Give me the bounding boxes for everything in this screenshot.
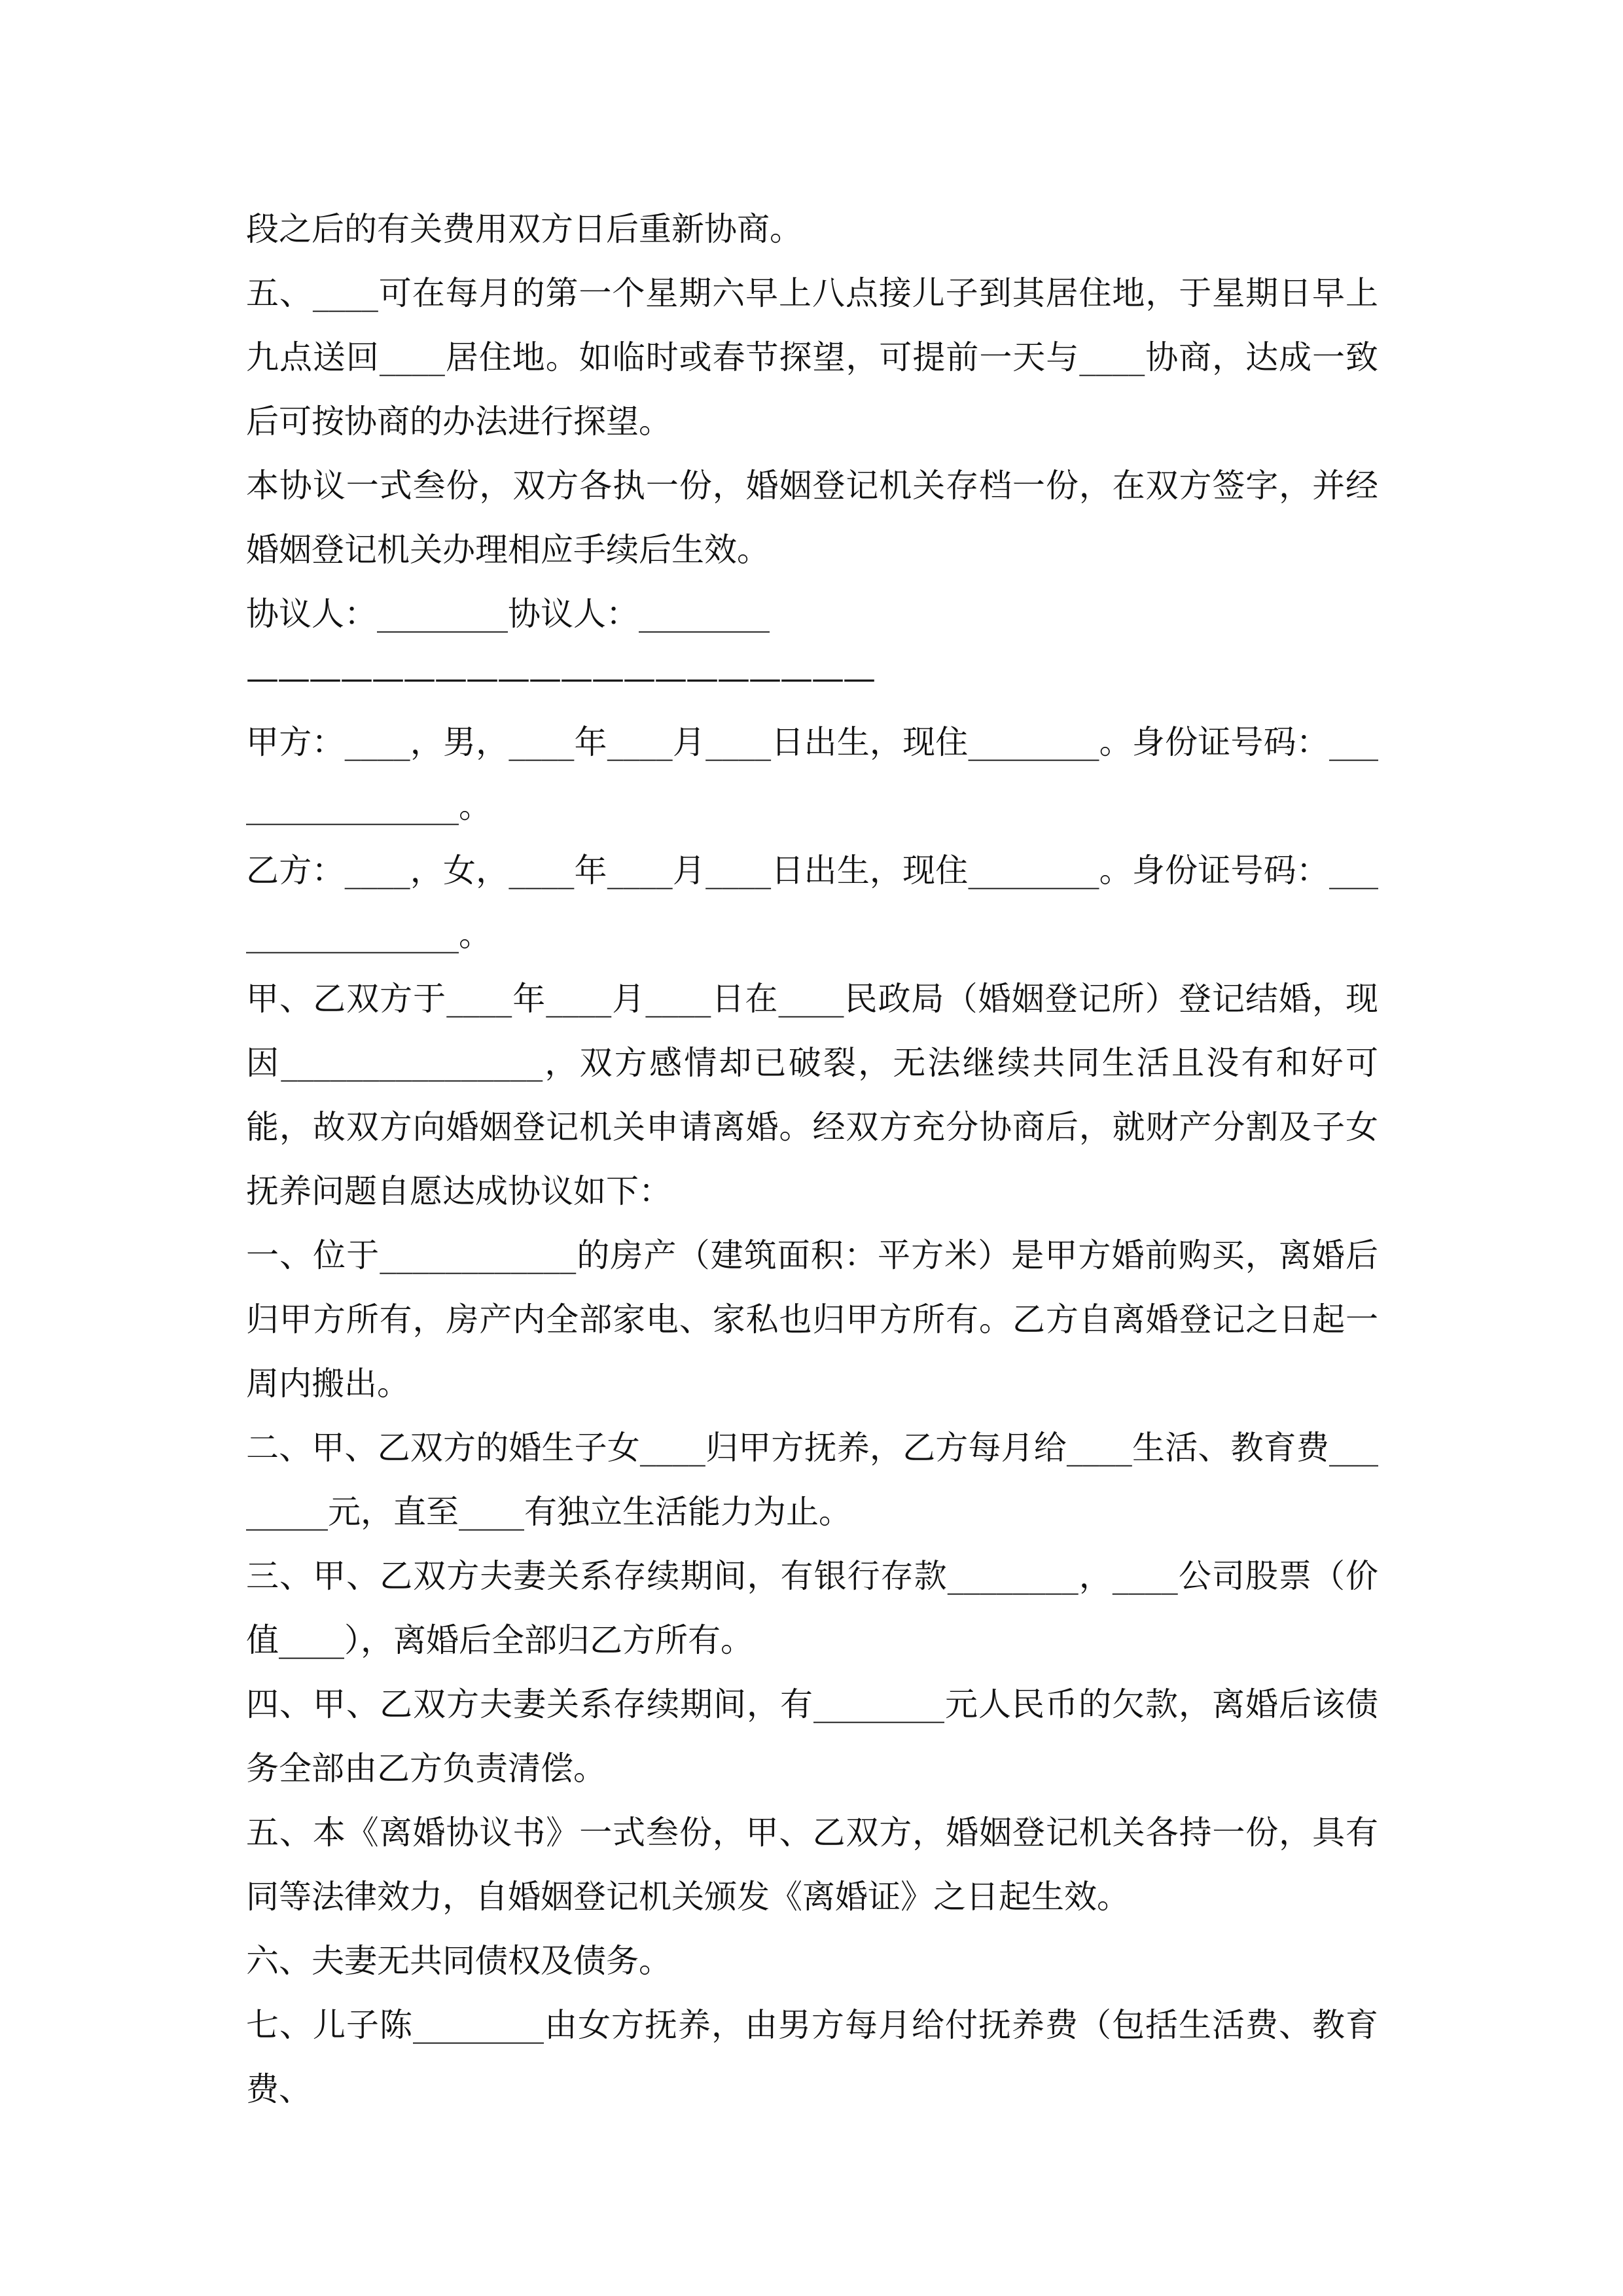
clause-3-savings: 三、甲、乙双方夫妻关系存续期间，有银行存款________，____公司股票（价值____），离婚后全部归乙方所有。 <box>246 1557 1378 1659</box>
separator-line: ———————————————————— <box>246 659 874 697</box>
paragraph-visitation: 五、____可在每月的第一个星期六早上八点接儿子到其居住地，于星期日早上九点送回____居住地。如临时或春节探望，可提前一天与____协商，达成一致后可按协商的办法进行探望。 <box>246 274 1378 440</box>
party-a-info: 甲方：____，男，____年____月____日出生，现住________。身份证号码：________________。 <box>246 723 1378 825</box>
party-b-info: 乙方：____，女，____年____月____日出生，现住________。身份证号码：________________。 <box>246 852 1378 954</box>
clause-7-son-support: 七、儿子陈________由女方抚养，由男方每月给付抚养费（包括生活费、教育费、 <box>246 2006 1378 2108</box>
clause-2-child-custody: 二、甲、乙双方的婚生子女____归甲方抚养，乙方每月给____生活、教育费________元，直至____有独立生活能力为止。 <box>246 1429 1378 1531</box>
clause-4-debts: 四、甲、乙双方夫妻关系存续期间，有________元人民币的欠款，离婚后该债务全部由乙方负责清偿。 <box>246 1685 1378 1787</box>
paragraph-copies: 本协议一式叁份，双方各执一份，婚姻登记机关存档一份，在双方签字，并经婚姻登记机关办理相应手续后生效。 <box>246 467 1378 569</box>
document-body <box>246 197 1378 2121</box>
clause-6-no-debts: 六、夫妻无共同债权及债务。 <box>246 1942 671 1980</box>
clause-5-effect: 五、本《离婚协议书》一式叁份，甲、乙双方，婚姻登记机关各持一份，具有同等法律效力，自婚姻登记机关颁发《离婚证》之日起生效。 <box>246 1814 1378 1916</box>
paragraph-marriage-intro: 甲、乙双方于____年____月____日在____民政局（婚姻登记所）登记结婚，现因________________，双方感情却已破裂，无法继续共同生活且没有和好可能，故双方向婚姻登记机关申请离婚。经双方充分协商后，就财产分割及子女抚养问题自愿达成协议如下： <box>246 980 1378 1210</box>
clause-1-property: 一、位于____________的房产（建筑面积：平方米）是甲方婚前购买，离婚后归甲方所有，房产内全部家电、家私也归甲方所有。乙方自离婚登记之日起一周内搬出。 <box>246 1236 1378 1403</box>
paragraph-fee-continuation: 段之后的有关费用双方日后重新协商。 <box>246 210 802 248</box>
signature-line: 协议人：________协议人：________ <box>246 595 770 633</box>
